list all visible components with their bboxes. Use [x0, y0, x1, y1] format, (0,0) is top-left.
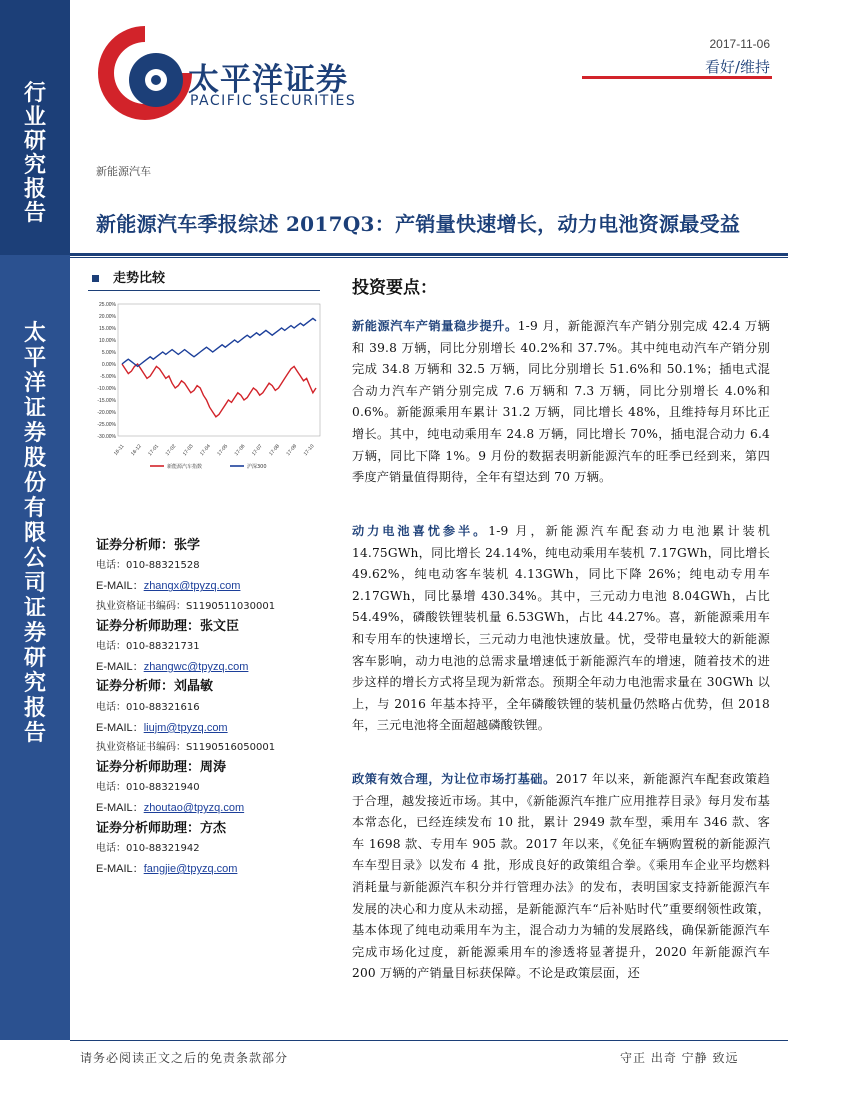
email-label: E-MAIL： [96, 802, 144, 815]
analyst-phone: 010-88321528 [126, 560, 200, 572]
sidebar-char: 公 [23, 545, 46, 571]
company-motto: 守正 出奇 宁静 致远 [620, 1051, 739, 1065]
analyst-role: 证券分析师： [96, 679, 175, 695]
x-tick-label: 17-06 [233, 443, 247, 458]
email-label: E-MAIL： [96, 863, 144, 875]
sidebar-char: 究 [23, 152, 46, 178]
y-tick-label: -20.00% [97, 410, 116, 416]
x-tick-label: 16-12 [129, 443, 143, 458]
analyst-phone-row [96, 698, 336, 718]
analyst-phone: 010-88321940 [126, 782, 200, 794]
x-tick-label: 17-10 [302, 443, 316, 458]
sidebar-char: 券 [23, 420, 46, 446]
x-tick-label: 17-03 [181, 443, 195, 458]
y-tick-label: 25.00% [99, 302, 116, 308]
y-tick-label: -25.00% [97, 422, 116, 428]
analyst-role: 证券分析师助理： [96, 760, 201, 776]
email-label: E-MAIL： [96, 661, 144, 674]
trend-heading-text: 走势比较 [113, 271, 166, 286]
sidebar-char: 行 [23, 80, 46, 106]
investment-paragraph-2 [352, 521, 770, 737]
analyst-name-row [96, 677, 336, 697]
y-tick-label: -5.00% [100, 374, 116, 380]
analyst-name-row [96, 819, 336, 839]
y-tick-label: 10.00% [99, 338, 116, 344]
x-tick-label: 16-11 [112, 443, 126, 457]
investment-paragraph-3 [352, 769, 770, 985]
series-line-0 [122, 364, 316, 417]
investment-heading: 投资要点： [352, 278, 437, 298]
analyst-email-row [96, 798, 336, 818]
analyst-name: 张文臣 [200, 618, 240, 634]
bullet-square-icon [92, 275, 99, 282]
sidebar-char: 报 [23, 176, 46, 202]
sidebar-char: 股 [23, 445, 46, 471]
analyst-email-row [96, 718, 336, 738]
sidebar-char: 告 [23, 200, 46, 226]
sidebar-char: 限 [23, 520, 46, 546]
analyst-contacts [96, 536, 336, 879]
trend-heading [92, 267, 165, 286]
analyst-role: 证券分析师助理： [96, 618, 201, 634]
x-tick-label: 17-08 [268, 443, 281, 458]
disclaimer-note: 请务必阅读正文之后的免责条款部分 [80, 1051, 289, 1065]
analyst-phone-row [96, 839, 336, 859]
analyst-email-link[interactable]: liujm@tpyzq.com [143, 721, 228, 734]
paragraph-lead: 政策有效合理，为让位市场打基础。 [352, 772, 556, 786]
title-divider-thin [70, 257, 788, 258]
sidebar-char: 券 [23, 620, 46, 646]
analyst-phone-row [96, 556, 336, 576]
cert-label: 执业资格证书编码： [96, 741, 186, 753]
sidebar-char: 告 [23, 720, 46, 746]
sidebar-char: 司 [23, 570, 46, 596]
sidebar-char: 研 [23, 645, 46, 671]
phone-label: 电话： [96, 701, 126, 713]
phone-label: 电话： [96, 640, 126, 652]
x-tick-label: 17-04 [199, 443, 212, 458]
footer-divider [70, 1040, 788, 1041]
email-label: E-MAIL： [96, 580, 144, 593]
sidebar-report-type [0, 82, 70, 226]
x-tick-label: 17-07 [250, 443, 264, 458]
analyst-phone: 010-88321616 [126, 701, 200, 713]
brand-name-cn: 太平洋证券 [188, 62, 348, 98]
header-accent-rule [582, 76, 772, 79]
y-tick-label: -30.00% [97, 434, 116, 440]
sidebar-company-label [0, 322, 70, 747]
sidebar-char: 太 [23, 320, 46, 346]
report-title: 新能源汽车季报综述 2017Q3：产销量快速增长，动力电池资源最受益 [96, 212, 741, 236]
report-date: 2017-11-06 [709, 37, 770, 51]
y-tick-label: -10.00% [97, 386, 116, 392]
analyst-phone: 010-88321731 [126, 640, 200, 652]
analyst-name-row [96, 536, 336, 556]
analyst-phone-row [96, 778, 336, 798]
paragraph-text: 1-9 月，新能源汽车产销分别完成 42.4 万辆和 39.8 万辆，同比分别增长 40.2%和 37.7%。其中纯电动汽车产销分别完成 34.8 万辆和 32.5 万辆，同比分别增长 51.6%和 50.1%；插电式混合动力汽车产销分别完成 7.6 万辆和 7.3 万辆，同比分别增长 4.0%和 0.6%。新能源乘用车累计 31.2 万辆，同比增长 48%，且维持每月环比正增长。其中，纯电动乘用车 24.8 万辆，同比增长 70%，插电混合动力 6.4 万辆，同比下降 1%。9 月份的数据表明新能源汽车的旺季已经到来，第四季度产销量值得期待，全年有望达到 70 万辆。 [352, 319, 770, 485]
sidebar-char: 平 [23, 345, 46, 371]
trend-comparison-chart [84, 296, 324, 472]
x-tick-label: 17-01 [147, 443, 161, 458]
legend-label-1: 沪深300 [247, 464, 267, 470]
series-line-1 [122, 318, 316, 366]
paragraph-lead: 新能源汽车产销量稳步提升。 [352, 319, 518, 333]
trend-divider [88, 290, 320, 291]
analyst-name: 方杰 [200, 820, 227, 836]
analyst-cert: S1190516050001 [186, 741, 276, 753]
analyst-email-row [96, 576, 336, 596]
y-tick-label: 20.00% [99, 314, 116, 320]
sidebar-char: 证 [23, 395, 46, 421]
analyst-role: 证券分析师： [96, 538, 175, 553]
analyst-cert-row [96, 738, 336, 758]
paragraph-text: 1-9 月，新能源汽车配套动力电池累计装机 14.75GWh，同比增长 24.14%，纯电动乘用车装机 7.17GWh，同比增长 49.62%，纯电动客车装机 4.13GWh，同比下降 26%；纯电动专用车 2.17GWh，同比暴增 430.34%。其中，三元动力电池 8.04GWh，占比 54.49%，磷酸铁锂装机量 6.53GWh，占比 44.27%。喜，新能源乘用车和专用车的快速增长，三元动力电池快速放量。忧，受带电量较大的新能源客车影响，动力电池的总需求量增速低于新能源汽车的增速，随着技术的进步这样的增长方式将呈现为新常态。预期全年动力电池需求量在 30GWh 以上，与 2016 年基本持平，全年磷酸铁锂的装机量仍然略占优势，但 2018 年，三元电池将全面超越磷酸铁锂。 [352, 524, 770, 733]
analyst-name: 周涛 [200, 760, 227, 776]
analyst-cert-row [96, 597, 336, 617]
phone-label: 电话： [96, 782, 126, 794]
email-label: E-MAIL： [96, 721, 144, 734]
x-tick-label: 17-05 [216, 443, 230, 458]
sidebar-char: 份 [23, 470, 46, 496]
analyst-email-row [96, 859, 336, 879]
cert-label: 执业资格证书编码： [96, 600, 186, 612]
analyst-phone: 010-88321942 [126, 842, 200, 854]
sidebar-char: 研 [23, 128, 46, 154]
sidebar-char: 有 [23, 495, 46, 521]
brand-name-en: PACIFIC SECURITIES [190, 93, 357, 109]
analyst-name: 张学 [174, 538, 201, 553]
sidebar-char: 报 [23, 695, 46, 721]
analyst-name-row [96, 617, 336, 637]
phone-label: 电话： [96, 560, 126, 572]
analyst-cert: S1190511030001 [186, 600, 276, 612]
pacific-securities-logo [90, 18, 200, 128]
analyst-email-link[interactable]: zhangx@tpyzq.com [143, 580, 241, 593]
sidebar-char: 洋 [23, 370, 46, 396]
sidebar-char: 究 [23, 670, 46, 696]
y-tick-label: 5.00% [101, 350, 116, 356]
x-tick-label: 17-09 [285, 443, 299, 458]
industry-category: 新能源汽车 [96, 165, 151, 178]
paragraph-lead: 动力电池喜忧参半。 [352, 524, 489, 538]
title-divider [70, 253, 788, 256]
analyst-email-link[interactable]: fangjie@tpyzq.com [143, 863, 238, 875]
analyst-email-link[interactable]: zhangwc@tpyzq.com [143, 661, 249, 674]
y-tick-label: 0.00% [101, 362, 116, 368]
y-tick-label: -15.00% [97, 398, 116, 404]
analyst-phone-row [96, 637, 336, 657]
legend-label-0: 新能源汽车指数 [167, 464, 203, 470]
paragraph-text: 2017 年以来，新能源汽车配套政策趋于合理，越发接近市场。其中，《新能源汽车推广应用推荐目录》每月发布基本常态化，已经连续发布 10 批，累计 2949 款车型，乘用车 346 款、客车 1698 款、专用车 905 款。2017 年以来，《免征车辆购置税的新能源汽车车型目录》以发布 4 批，形成良好的政策组合拳。《乘用车企业平均燃料消耗量与新能源汽车积分并行管理办法》的发布，表明国家支持新能源汽车发展的决心和力度从未动摇，是新能源汽车“后补贴时代”重要纲领性政策，基本体现了纯电动乘用车为主，混合动力为辅的发展路线，确保新能源汽车完成市场化过度，新能源乘用车的渗透将显著提升，2020 年新能源汽车 200 万辆的产销量目标获保障。不论是政策层面，还 [352, 772, 770, 981]
analyst-name-row [96, 758, 336, 778]
analyst-email-row [96, 657, 336, 677]
analyst-name: 刘晶敏 [174, 679, 214, 695]
analyst-role: 证券分析师助理： [96, 820, 201, 836]
y-tick-label: 15.00% [99, 326, 116, 332]
sidebar-char: 证 [23, 595, 46, 621]
investment-paragraph-1 [352, 316, 770, 489]
analyst-email-link[interactable]: zhoutao@tpyzq.com [143, 802, 245, 815]
sidebar-char: 业 [23, 104, 46, 130]
phone-label: 电话： [96, 842, 126, 854]
rating-label: 看好/维持 [704, 58, 770, 76]
x-tick-label: 17-02 [164, 443, 178, 458]
